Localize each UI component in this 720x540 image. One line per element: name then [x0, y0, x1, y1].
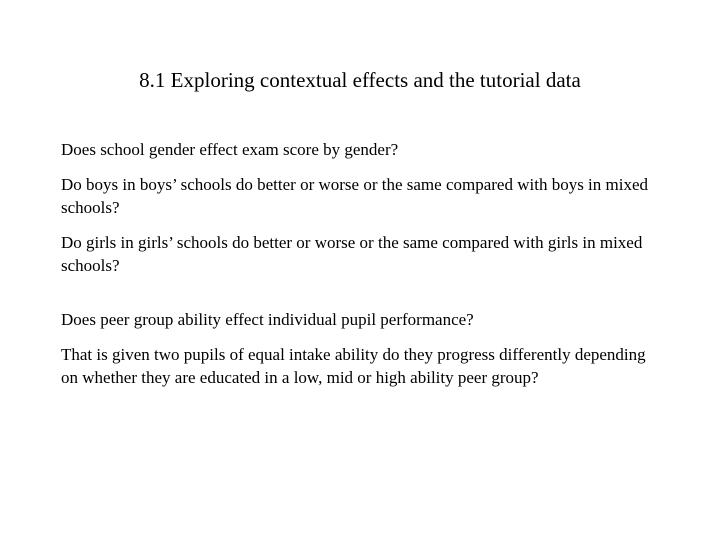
paragraph-girls-question: Do girls in girls’ schools do better or worse or the same compared with girls in mixed schools?: [61, 233, 643, 275]
slide-body: [61, 138, 661, 401]
paragraph-school-gender-question: Does school gender effect exam score by gender?: [61, 140, 399, 159]
paragraph-peer-ability-question: Does peer group ability effect individual pupil performance?: [61, 310, 474, 329]
slide-title: 8.1 Exploring contextual effects and the tutorial data: [139, 68, 581, 92]
paragraph-boys-question: Do boys in boys’ schools do better or worse or the same compared with boys in mixed schools?: [61, 175, 649, 217]
paragraph-peer-group-explanation: That is given two pupils of equal intake ability do they progress differently depending on whether they are educated in a low, mid or high ability peer group?: [61, 345, 646, 387]
